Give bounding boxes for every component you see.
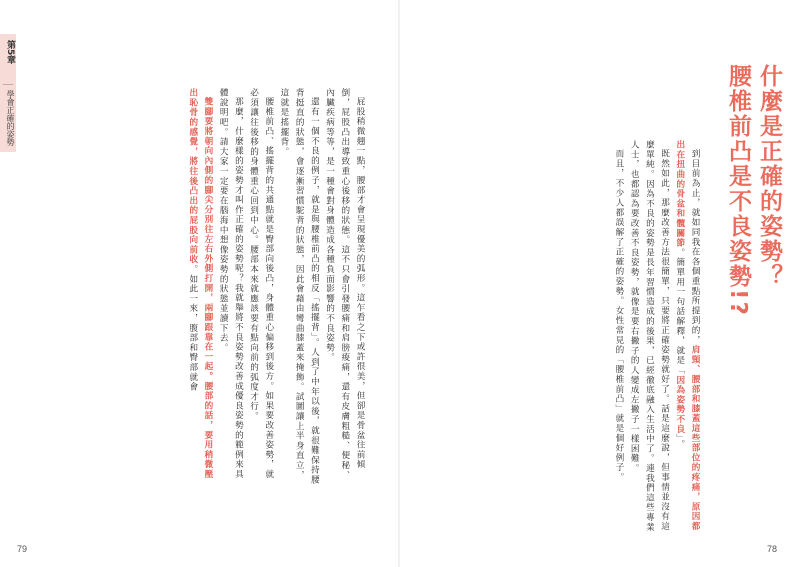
left-paragraph-5 xyxy=(185,88,215,488)
right-highlight-2: 因為姿勢不良 xyxy=(674,375,685,435)
page-number-left: 79 xyxy=(17,544,28,554)
left-paragraph-2: 還有一個不良的例子，就是與腰椎前凸的相反「搖擺背」。人到了中年以後，就很難保持腰背挺直的狀態，會逐漸習慣駝背的狀態，因此會藉由彎曲膝蓋來掩飾。試圖讓上半身直立，這就是搖擺背。 xyxy=(278,88,320,485)
left-highlight: 雙腳要將朝向內側的腳尖分別往左右外側打開，兩腳跟靠在一起。腰部的話，要用稍微壓出恥骨的感覺，將往後凸出的屁股向前收 xyxy=(187,88,213,479)
left-paragraph-1: 屁股稍微翹一點，腰部才會呈現優美的弧形。這乍看之下或許很美，但卻是骨盆往前傾倒，屁股凸出導致重心後移的狀態。這不只會引發腰痛和肩膀痠痛，還有皮膚粗糙、便秘、內臟疾病等等，是一種會對身體造成各種負面影響的不良姿勢。 xyxy=(324,88,365,480)
page-number-right: 78 xyxy=(766,544,777,554)
left-paragraph-3: 腰椎前凸、搖擺背的共通點就是臀部向後凸，身體重心偏移到後方。如果要改善姿勢，就必須讓往後移的身體重心回到中心。腰部本來就應該要有點向前的弧度才行。 xyxy=(248,88,274,479)
left-paragraph-5-rest: 。如此一來，腹部和臀部就會 xyxy=(187,264,198,392)
left-page xyxy=(0,0,399,567)
right-page-body xyxy=(462,140,702,540)
left-page-body xyxy=(145,88,367,488)
right-paragraph-2: 既然如此，那麼改善方法很簡單，只要將正確姿勢就好了。話是這麼說，但事情並沒有這麼單純。因為不良的姿勢是長年習慣造成的後果，已經徹底融入生活中了。連我們這些專業人士，也都認為要改善不良姿勢，就像是要右撇子的人變成左撇子一樣困難。 xyxy=(629,140,670,532)
chapter-title: 學會正確的姿勢 xyxy=(6,90,15,146)
headline-line-1: 什麼是正確的姿勢？ xyxy=(756,64,782,289)
left-paragraph-4: 那麼，什麼樣的姿勢才叫作正確的姿勢呢？我就舉將不良姿勢改善成優良姿勢的範例來具體說明吧。請大家一定要在腦海中想像姿勢的狀態並讀下去。 xyxy=(218,88,244,479)
chapter-tab xyxy=(0,34,16,152)
chapter-divider xyxy=(3,84,13,85)
chapter-label: 第5章 xyxy=(5,40,15,65)
right-paragraph-3: 而且，不少人都誤解了正確的姿勢。女性常見的「腰椎前凸」就是個好例子。 xyxy=(613,148,624,482)
right-paragraph-1-c: 」。 xyxy=(674,434,685,450)
right-paragraph-1-b: 。簡單用一句話解釋，就是「 xyxy=(674,247,685,376)
headline-line-2: 腰椎前凸是不良姿勢!? xyxy=(725,64,751,317)
right-paragraph-1-a: 到目前為止，就如同我在各個重點所提到的， xyxy=(690,148,700,345)
right-highlight-1: 肩頸、腰部和膝蓋這些部位的疼痛，原因都出在扭曲的骨盆和髖關節 xyxy=(674,140,700,531)
right-paragraph-1 xyxy=(672,140,702,540)
